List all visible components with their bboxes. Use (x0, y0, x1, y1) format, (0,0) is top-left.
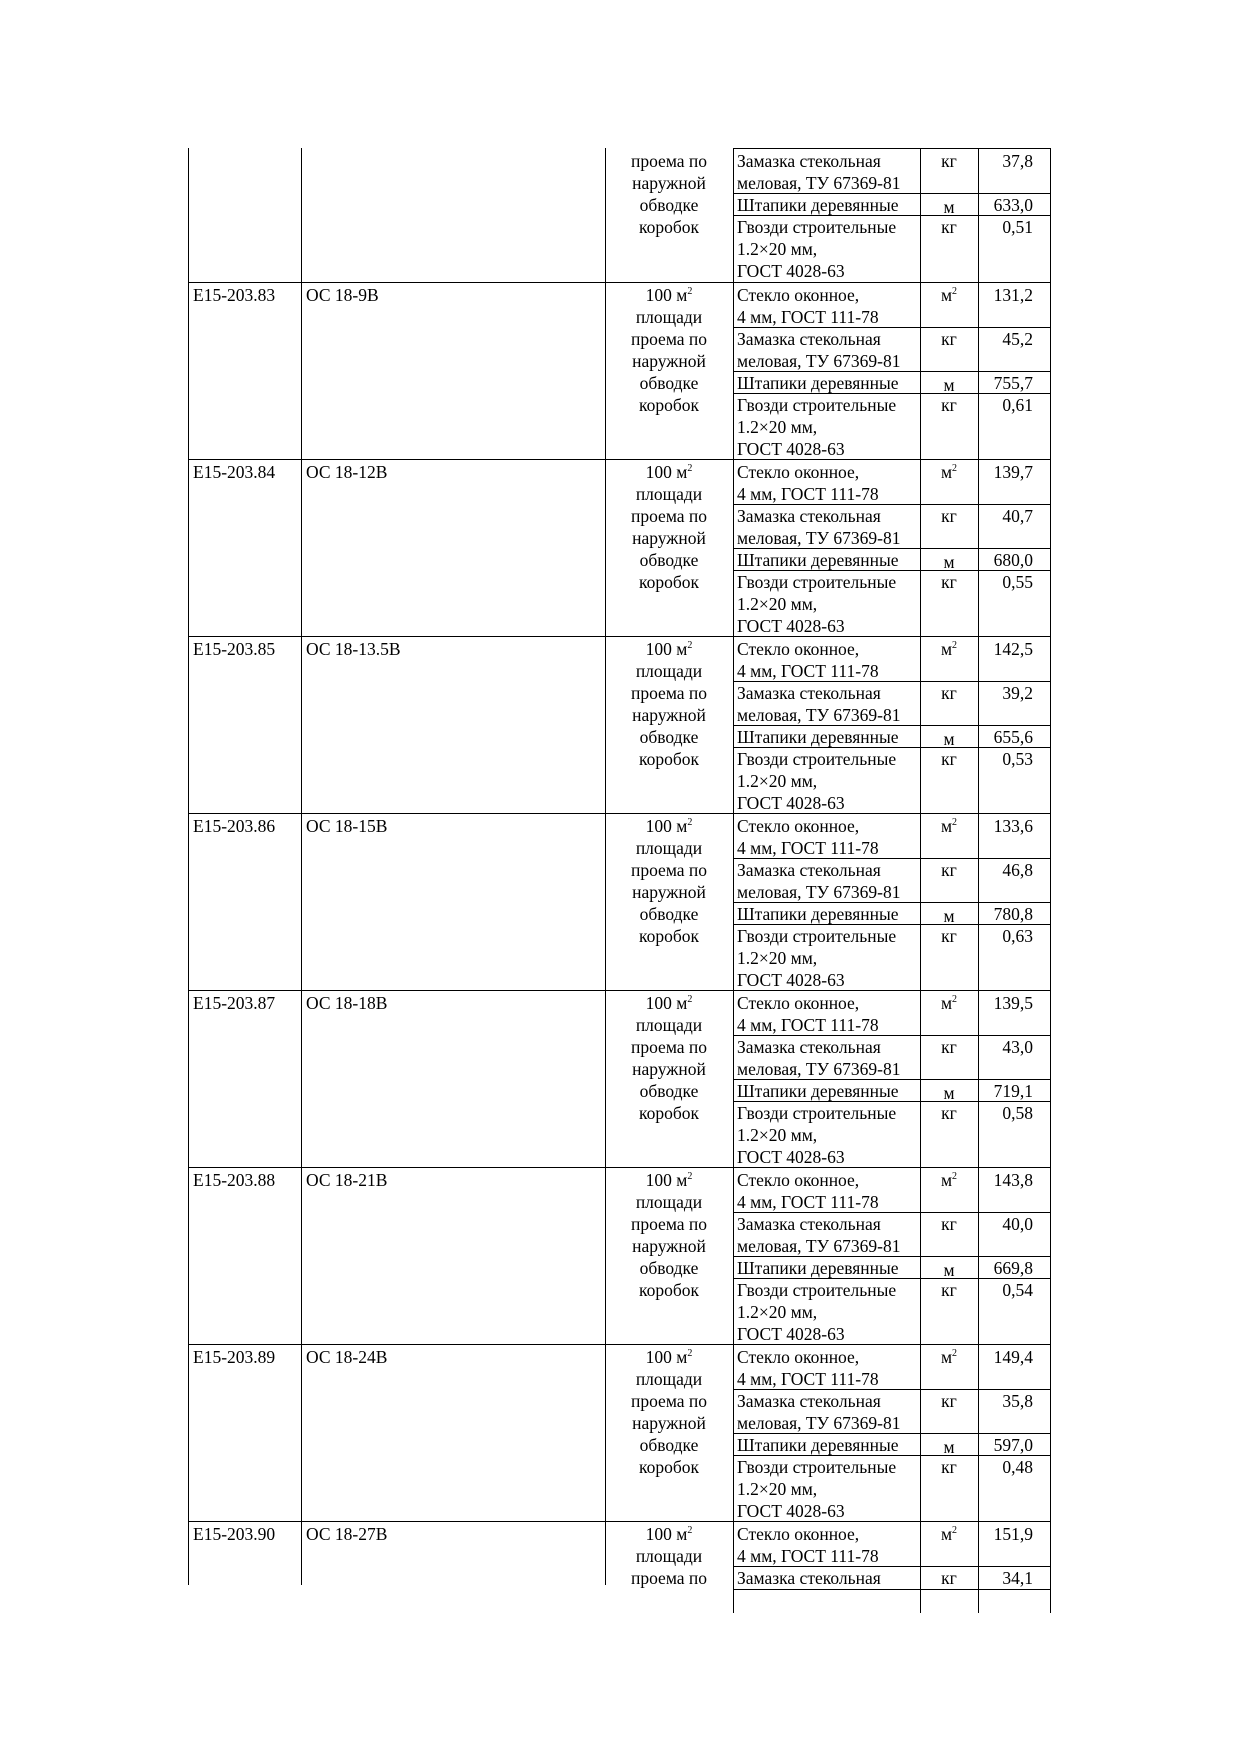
unit-kg: кг (941, 217, 957, 237)
unit-kg: кг (941, 1391, 957, 1411)
unit-m: м (943, 552, 955, 572)
qty-putty: 46,8 (1002, 860, 1033, 880)
material-glass-label: 4 мм, ГОСТ 111-78 (737, 484, 879, 504)
unit-m2: $м^2$ (940, 1347, 958, 1367)
material-putty-label: меловая, ТУ 67369-81 (737, 1236, 901, 1256)
material-glass-label: Стекло оконное, (737, 1347, 860, 1367)
material-glass-label: Стекло оконное, (737, 639, 860, 659)
material-strips-label: Штапики деревянные (737, 550, 899, 570)
material-strips-label: Штапики деревянные (737, 727, 899, 747)
unit-description-line: коробок (638, 749, 700, 769)
unit-m2: $м^2$ (940, 816, 958, 836)
unit-kg: кг (941, 151, 957, 171)
material-strips-label: Штапики деревянные (737, 1435, 899, 1455)
unit-kg: кг (941, 329, 957, 349)
material-putty-label: Замазка стекольная (737, 329, 881, 349)
unit-description-line: площади (635, 1369, 703, 1389)
qty-nails: 0,61 (1002, 395, 1033, 415)
material-glass-label: 4 мм, ГОСТ 111-78 (737, 1015, 879, 1035)
material-glass-label: Стекло оконное, (737, 285, 860, 305)
unit-description-line: обводке (639, 1258, 699, 1278)
material-putty-label: Замазка стекольная (737, 683, 881, 703)
unit-kg: кг (941, 749, 957, 769)
unit-description-line: проема по (630, 329, 708, 349)
material-strips-label: Штапики деревянные (737, 1081, 899, 1101)
material-nails-label: 1.2×20 мм, (737, 948, 818, 968)
unit-description-line: площади (635, 1192, 703, 1212)
unit-m2: $м^2$ (940, 285, 958, 305)
continuation-top-rule (733, 148, 1050, 149)
table-row-rule (188, 636, 1050, 637)
element-name: ОС 18-27В (306, 1524, 388, 1544)
unit-description-line: коробок (638, 572, 700, 592)
unit-description-line: площади (635, 307, 703, 327)
qty-putty: 37,8 (1002, 151, 1033, 171)
material-putty-label: Замазка стекольная (737, 1391, 881, 1411)
material-putty-label: меловая, ТУ 67369-81 (737, 351, 901, 371)
material-putty-label: Замазка стекольная (737, 151, 881, 171)
unit-kg: кг (941, 926, 957, 946)
table-row-rule (188, 282, 1050, 283)
material-putty-label: Замазка стекольная (737, 860, 881, 880)
unit-description-line: обводке (639, 727, 699, 747)
element-name: ОС 18-12В (306, 462, 388, 482)
unit-m2: $м^2$ (940, 639, 958, 659)
qty-putty: 40,7 (1002, 506, 1033, 526)
unit-kg: кг (941, 860, 957, 880)
material-nails-label: Гвозди строительные (737, 749, 897, 769)
unit-kg: кг (941, 506, 957, 526)
unit-m2: $м^2$ (940, 462, 958, 482)
qty-glass: 149,4 (993, 1347, 1033, 1367)
qty-glass: 139,5 (993, 993, 1033, 1013)
qty-nails: 0,51 (1002, 217, 1033, 237)
material-nails-label: ГОСТ 4028-63 (737, 439, 845, 459)
qty-putty: 35,8 (1002, 1391, 1033, 1411)
unit-description-line: площади (635, 1015, 703, 1035)
unit-kg: кг (941, 1103, 957, 1123)
unit-description-line: наружной (632, 882, 706, 902)
unit-description-line: площади (635, 838, 703, 858)
qty-strips: 597,0 (993, 1435, 1033, 1455)
unit-100m2: 100 $м^2$ (645, 816, 693, 836)
table-row-rule (188, 1167, 1050, 1168)
material-nails-label: ГОСТ 4028-63 (737, 616, 845, 636)
material-strips-label: Штапики деревянные (737, 1258, 899, 1278)
qty-nails: 0,54 (1002, 1280, 1033, 1300)
unit-m: м (943, 906, 955, 926)
unit-m2: $м^2$ (940, 1170, 958, 1190)
unit-description-line: коробок (638, 1457, 700, 1477)
unit-description-line: площади (635, 1546, 703, 1566)
material-glass-label: Стекло оконное, (737, 1170, 860, 1190)
unit-100m2: 100 $м^2$ (645, 639, 693, 659)
qty-putty: 34,1 (1002, 1568, 1033, 1588)
unit-description-line: наружной (632, 705, 706, 725)
material-nails-label: Гвозди строительные (737, 926, 897, 946)
material-nails-label: ГОСТ 4028-63 (737, 793, 845, 813)
element-name: ОС 18-15В (306, 816, 388, 836)
material-nails-label: ГОСТ 4028-63 (737, 1147, 845, 1167)
unit-description-line: наружной (632, 173, 706, 193)
unit-description-line: наружной (632, 528, 706, 548)
qty-nails: 0,53 (1002, 749, 1033, 769)
element-name: ОС 18-21В (306, 1170, 388, 1190)
material-putty-label: меловая, ТУ 67369-81 (737, 1413, 901, 1433)
norm-code: Е15-203.83 (193, 285, 276, 305)
material-glass-label: Стекло оконное, (737, 816, 860, 836)
norm-code: Е15-203.84 (193, 462, 276, 482)
unit-100m2: 100 $м^2$ (645, 1170, 693, 1190)
material-glass-label: 4 мм, ГОСТ 111-78 (737, 838, 879, 858)
unit-100m2: 100 $м^2$ (645, 993, 693, 1013)
material-putty-label: Замазка стекольная (737, 1568, 881, 1588)
unit-m: м (943, 197, 955, 217)
qty-glass: 139,7 (993, 462, 1033, 482)
unit-description-line: проема по (630, 151, 708, 171)
material-nails-label: Гвозди строительные (737, 1280, 897, 1300)
unit-description-line: обводке (639, 550, 699, 570)
unit-description-line: проема по (630, 1214, 708, 1234)
unit-description-line: коробок (638, 395, 700, 415)
unit-100m2: 100 $м^2$ (645, 1347, 693, 1367)
materials-right-border (1050, 148, 1051, 1613)
table-row-rule (188, 1521, 1050, 1522)
material-nails-label: Гвозди строительные (737, 217, 897, 237)
material-strips-label: Штапики деревянные (737, 373, 899, 393)
material-nails-label: 1.2×20 мм, (737, 1125, 818, 1145)
unit-description-line: обводке (639, 373, 699, 393)
material-putty-label: меловая, ТУ 67369-81 (737, 882, 901, 902)
unit-description-line: проема по (630, 683, 708, 703)
table-bottom-rule (733, 1589, 1050, 1590)
qty-nails: 0,55 (1002, 572, 1033, 592)
unit-m: м (943, 729, 955, 749)
unit-description-line: наружной (632, 1413, 706, 1433)
qty-nails: 0,48 (1002, 1457, 1033, 1477)
material-strips-label: Штапики деревянные (737, 195, 899, 215)
unit-kg: кг (941, 683, 957, 703)
unit-100m2: 100 $м^2$ (645, 285, 693, 305)
table-row-rule (188, 990, 1050, 991)
unit-description-line: обводке (639, 1081, 699, 1101)
element-name: ОС 18-9В (306, 285, 379, 305)
material-nails-label: 1.2×20 мм, (737, 594, 818, 614)
unit-description-line: проема по (630, 1568, 708, 1588)
qty-glass: 143,8 (993, 1170, 1033, 1190)
material-nails-label: ГОСТ 4028-63 (737, 1501, 845, 1521)
material-nails-label: 1.2×20 мм, (737, 1479, 818, 1499)
unit-kg: кг (941, 395, 957, 415)
qty-putty: 45,2 (1002, 329, 1033, 349)
material-glass-label: Стекло оконное, (737, 1524, 860, 1544)
material-putty-label: меловая, ТУ 67369-81 (737, 173, 901, 193)
unit-description-line: проема по (630, 1037, 708, 1057)
qty-strips: 680,0 (993, 550, 1033, 570)
material-nails-label: Гвозди строительные (737, 572, 897, 592)
material-putty-label: Замазка стекольная (737, 1037, 881, 1057)
material-nails-label: ГОСТ 4028-63 (737, 970, 845, 990)
material-glass-label: Стекло оконное, (737, 993, 860, 1013)
qty-glass: 151,9 (993, 1524, 1033, 1544)
qty-strips: 655,6 (993, 727, 1033, 747)
table-row-rule (188, 459, 1050, 460)
material-putty-label: Замазка стекольная (737, 1214, 881, 1234)
material-nails-label: Гвозди строительные (737, 1103, 897, 1123)
unit-m2: $м^2$ (940, 1524, 958, 1544)
qty-strips: 669,8 (993, 1258, 1033, 1278)
qty-putty: 40,0 (1002, 1214, 1033, 1234)
material-nails-label: 1.2×20 мм, (737, 239, 818, 259)
qty-nails: 0,63 (1002, 926, 1033, 946)
norm-code: Е15-203.87 (193, 993, 276, 1013)
material-putty-label: меловая, ТУ 67369-81 (737, 1059, 901, 1079)
unit-description-line: коробок (638, 217, 700, 237)
qty-nails: 0,58 (1002, 1103, 1033, 1123)
element-name: ОС 18-24В (306, 1347, 388, 1367)
material-glass-label: 4 мм, ГОСТ 111-78 (737, 1192, 879, 1212)
unit-m: м (943, 1260, 955, 1280)
material-nails-label: 1.2×20 мм, (737, 771, 818, 791)
unit-description-line: наружной (632, 1059, 706, 1079)
unit-description-line: проема по (630, 1391, 708, 1411)
qty-strips: 719,1 (993, 1081, 1033, 1101)
unit-description-line: наружной (632, 1236, 706, 1256)
unit-kg: кг (941, 1037, 957, 1057)
material-putty-label: Замазка стекольная (737, 506, 881, 526)
unit-description-line: наружной (632, 351, 706, 371)
unit-description-line: коробок (638, 1103, 700, 1123)
unit-description-line: площади (635, 484, 703, 504)
unit-m: м (943, 1437, 955, 1457)
unit-kg: кг (941, 572, 957, 592)
qty-glass: 142,5 (993, 639, 1033, 659)
norm-code: Е15-203.86 (193, 816, 276, 836)
material-glass-label: Стекло оконное, (737, 462, 860, 482)
unit-description-line: проема по (630, 860, 708, 880)
unit-description-line: обводке (639, 1435, 699, 1455)
unit-m: м (943, 1083, 955, 1103)
unit-description-line: проема по (630, 506, 708, 526)
material-nails-label: Гвозди строительные (737, 1457, 897, 1477)
table-row-rule (188, 1344, 1050, 1345)
material-putty-label: меловая, ТУ 67369-81 (737, 528, 901, 548)
materials-column-left-border (733, 148, 734, 1613)
material-glass-label: 4 мм, ГОСТ 111-78 (737, 1546, 879, 1566)
table-left-border (188, 148, 189, 1585)
material-nails-label: 1.2×20 мм, (737, 417, 818, 437)
unit-kg: кг (941, 1457, 957, 1477)
unit-description-line: обводке (639, 195, 699, 215)
qty-glass: 133,6 (993, 816, 1033, 836)
unit-description-line: коробок (638, 1280, 700, 1300)
norm-code: Е15-203.85 (193, 639, 276, 659)
unit-m: м (943, 375, 955, 395)
norm-code: Е15-203.90 (193, 1524, 276, 1544)
table-column-rule (301, 148, 302, 1585)
table-row-rule (188, 813, 1050, 814)
material-strips-label: Штапики деревянные (737, 904, 899, 924)
material-nails-label: 1.2×20 мм, (737, 1302, 818, 1322)
unit-m2: $м^2$ (940, 993, 958, 1013)
unit-100m2: 100 $м^2$ (645, 462, 693, 482)
unit-description-line: коробок (638, 926, 700, 946)
norm-code: Е15-203.89 (193, 1347, 276, 1367)
norm-code: Е15-203.88 (193, 1170, 276, 1190)
material-nails-label: Гвозди строительные (737, 395, 897, 415)
unit-kg: кг (941, 1280, 957, 1300)
unit-description-line: площади (635, 661, 703, 681)
qty-strips: 780,8 (993, 904, 1033, 924)
qty-strips: 755,7 (993, 373, 1033, 393)
element-name: ОС 18-13.5В (306, 639, 401, 659)
unit-kg: кг (941, 1568, 957, 1588)
unit-description-line: обводке (639, 904, 699, 924)
material-glass-label: 4 мм, ГОСТ 111-78 (737, 307, 879, 327)
material-nails-label: ГОСТ 4028-63 (737, 1324, 845, 1344)
material-glass-label: 4 мм, ГОСТ 111-78 (737, 1369, 879, 1389)
material-nails-label: ГОСТ 4028-63 (737, 261, 845, 281)
element-name: ОС 18-18В (306, 993, 388, 1013)
qty-putty: 39,2 (1002, 683, 1033, 703)
qty-putty: 43,0 (1002, 1037, 1033, 1057)
unit-100m2: 100 $м^2$ (645, 1524, 693, 1544)
material-glass-label: 4 мм, ГОСТ 111-78 (737, 661, 879, 681)
qty-strips: 633,0 (993, 195, 1033, 215)
material-putty-label: меловая, ТУ 67369-81 (737, 705, 901, 725)
unit-kg: кг (941, 1214, 957, 1234)
qty-glass: 131,2 (993, 285, 1033, 305)
